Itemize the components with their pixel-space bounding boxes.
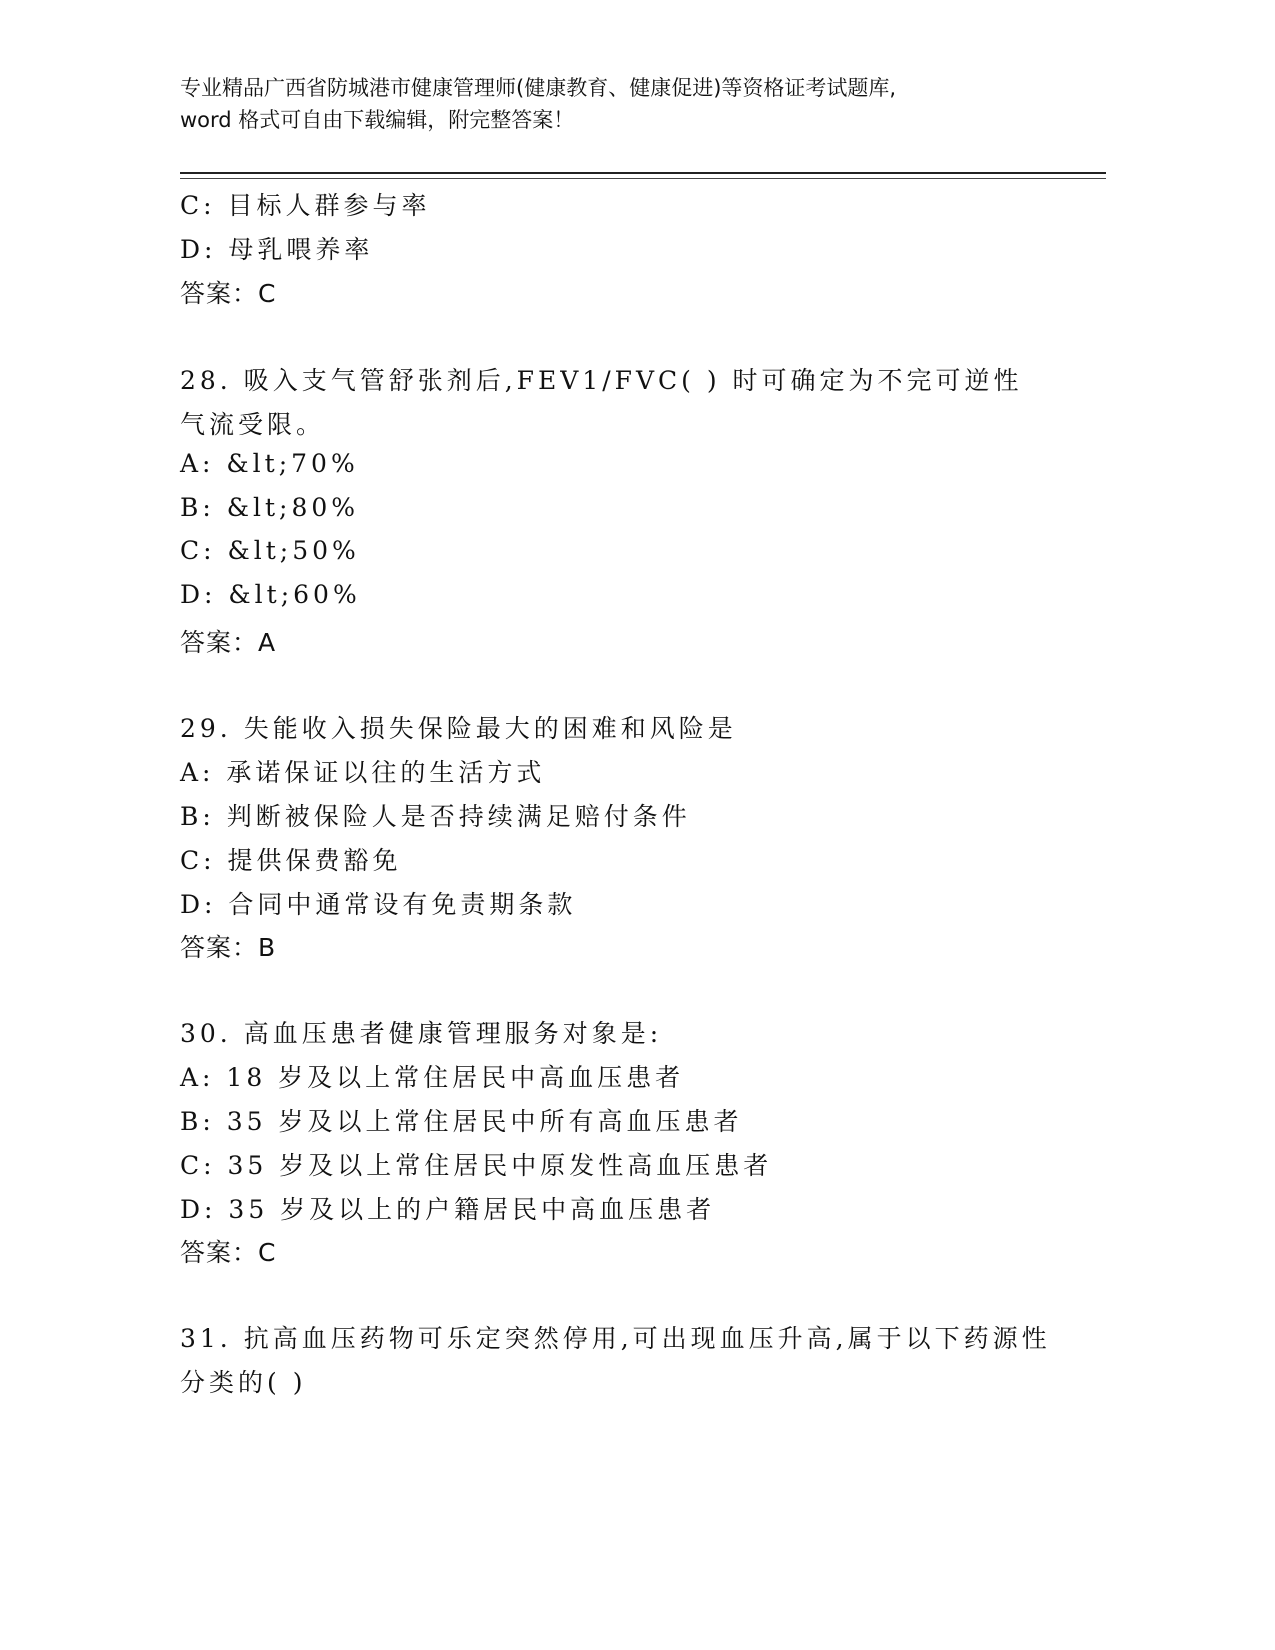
q28-stem-line-2: 气流受限。 — [180, 410, 326, 439]
q30-option-c: C: 35 岁及以上常住居民中原发性高血压患者 — [180, 1151, 773, 1180]
q30-option-d: D: 35 岁及以上的户籍居民中高血压患者 — [180, 1195, 716, 1224]
header-divider-thin — [180, 178, 1106, 179]
q28-stem-line-1: 28. 吸入支气管舒张剂后,FEV1/FVC( ) 时可确定为不完可逆性 — [180, 366, 1023, 395]
q30-option-a: A: 18 岁及以上常住居民中高血压患者 — [180, 1063, 685, 1092]
q29-option-a: A: 承诺保证以往的生活方式 — [180, 758, 546, 787]
q30-option-b: B: 35 岁及以上常住居民中所有高血压患者 — [180, 1107, 743, 1136]
q30-answer: 答案：C — [180, 1238, 277, 1267]
prev-option-d: D: 母乳喂养率 — [180, 235, 374, 264]
q28-option-b: B: &lt;80% — [180, 493, 360, 522]
q31-stem-line-2: 分类的( ) — [180, 1368, 307, 1397]
q29-stem: 29. 失能收入损失保险最大的困难和风险是 — [180, 714, 737, 743]
q28-option-a: A: &lt;70% — [180, 449, 359, 478]
q28-answer: 答案：A — [180, 628, 277, 657]
q29-option-b: B: 判断被保险人是否持续满足赔付条件 — [180, 802, 691, 831]
q31-stem-line-1: 31. 抗高血压药物可乐定突然停用,可出现血压升高,属于以下药源性 — [180, 1324, 1051, 1353]
header-divider-thick — [180, 172, 1106, 174]
q28-option-d: D: &lt;60% — [180, 580, 361, 609]
q30-stem: 30. 高血压患者健康管理服务对象是: — [180, 1019, 663, 1048]
document-header — [180, 72, 1060, 136]
q28-option-c: C: &lt;50% — [180, 536, 360, 565]
q29-option-d: D: 合同中通常设有免责期条款 — [180, 890, 577, 919]
header-line-1: 专业精品广西省防城港市健康管理师(健康教育、健康促进)等资格证考试题库, — [180, 76, 897, 100]
prev-answer: 答案：C — [180, 279, 277, 308]
prev-option-c: C: 目标人群参与率 — [180, 191, 431, 220]
header-line-2: word 格式可自由下载编辑，附完整答案！ — [180, 108, 575, 132]
q29-option-c: C: 提供保费豁免 — [180, 846, 402, 875]
q29-answer: 答案：B — [180, 933, 277, 962]
